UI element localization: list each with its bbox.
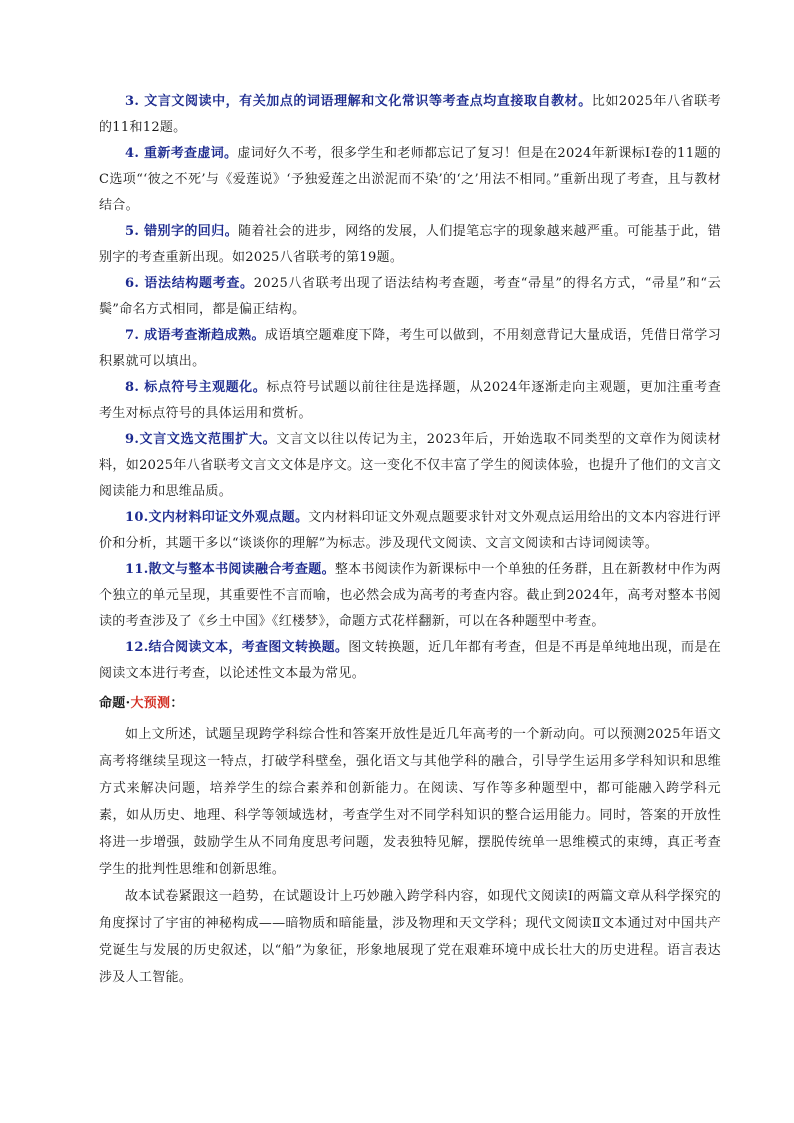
list-item bbox=[99, 323, 721, 375]
list-item bbox=[99, 141, 721, 219]
list-item bbox=[99, 89, 721, 141]
item-body: 成语填空题难度下降，考生可以做到，不用刻意背记大量成语，凭借日常学习积累就可以填出。 bbox=[99, 328, 721, 369]
item-body: 虚词好久不考，很多学生和老师都忘记了复习！但是在2024年新课标Ⅰ卷的11题的C选项“‘彼之不死’与《爱莲说》‘予独爱莲之出淤泥而不染’的‘之’用法不相同。”重新出现了考查，且与教材结合。 bbox=[99, 146, 721, 213]
item-body: 文言文以往以传记为主，2023年后，开始选取不同类型的文章作为阅读材料，如2025年八省联考文言文文体是序文。这一变化不仅丰富了学生的阅读体验，也提升了他们的文言文阅读能力和思维品质。 bbox=[99, 432, 721, 499]
section-colon: ： bbox=[170, 696, 184, 711]
item-title: 12.结合阅读文本，考查图文转换题。 bbox=[125, 640, 349, 655]
prediction-section bbox=[99, 721, 721, 991]
item-title: 7. 成语考查渐趋成熟。 bbox=[125, 328, 265, 343]
item-body: 图文转换题，近几年都有考查，但是不再是单纯地出现，而是在阅读文本进行考查，以论述性文本最为常见。 bbox=[99, 640, 721, 681]
prediction-paragraph: 故本试卷紧跟这一趋势，在试题设计上巧妙融入跨学科内容，如现代文阅读Ⅰ的两篇文章从科学探究的角度探讨了宇宙的神秘构成——暗物质和暗能量，涉及物理和天文学科；现代文阅读Ⅱ文本通过对中国共产党诞生与发展的历史叙述，以“船”为象征，形象地展现了党在艰难环境中成长壮大的历史进程。语言表达涉及人工智能。 bbox=[99, 889, 721, 985]
list-item bbox=[99, 427, 721, 505]
document-content bbox=[99, 89, 721, 991]
list-item bbox=[99, 375, 721, 427]
prediction-paragraph: 如上文所述，试题呈现跨学科综合性和答案开放性是近几年高考的一个新动向。可以预测2025年语文高考将继续呈现这一特点，打破学科壁垒，强化语文与其他学科的融合，引导学生运用多学科知识和思维方式来解决问题，培养学生的综合素养和创新能力。在阅读、写作等多种题型中，都可能融入跨学科元素，如从历史、地理、科学等领域选材，考查学生对不同学科知识的整合运用能力。同时，答案的开放性将进一步增强，鼓励学生从不同角度思考问题，发表独特见解，摆脱传统单一思维模式的束缚，真正考查学生的批判性思维和创新思维。 bbox=[99, 727, 721, 877]
list-item bbox=[99, 505, 721, 557]
item-title: 11.散文与整本书阅读融合考查题。 bbox=[125, 562, 335, 577]
list-item bbox=[99, 271, 721, 323]
item-body: 2025八省联考出现了语法结构考查题，考查“帚星”的得名方式，“帚星”和“云鬓”命名方式相同，都是偏正结构。 bbox=[99, 276, 722, 317]
section-label-highlight: 大预测 bbox=[130, 696, 171, 711]
item-body: 比如2025年八省联考的11和12题。 bbox=[99, 94, 721, 135]
section-heading bbox=[99, 691, 721, 717]
item-body: 随着社会的进步，网络的发展，人们提笔忘字的现象越来越严重。可能基于此，错别字的考查重新出现。如2025八省联考的第19题。 bbox=[99, 224, 721, 265]
item-body: 整本书阅读作为新课标中一个单独的任务群，且在新教材中作为两个独立的单元呈现，其重要性不言而喻，也必然会成为高考的考查内容。截止到2024年，高考对整本书阅读的考查涉及了《乡土中国》《红楼梦》，命题方式花样翻新，可以在各种题型中考查。 bbox=[99, 562, 721, 629]
item-body: 文内材料印证文外观点题要求针对文外观点运用给出的文本内容进行评价和分析，其题干多以“谈谈你的理解”为标志。涉及现代文阅读、文言文阅读和古诗词阅读等。 bbox=[99, 510, 721, 551]
item-title: 8. 标点符号主观题化。 bbox=[125, 380, 267, 395]
list-item bbox=[99, 219, 721, 271]
item-title: 4. 重新考查虚词。 bbox=[125, 146, 238, 161]
item-title: 10.文内材料印证文外观点题。 bbox=[125, 510, 309, 525]
section-label: 命题· bbox=[99, 696, 131, 711]
item-body: 标点符号试题以前往往是选择题，从2024年逐渐走向主观题，更加注重考查考生对标点符号的具体运用和赏析。 bbox=[99, 380, 721, 421]
item-title: 5. 错别字的回归。 bbox=[125, 224, 239, 239]
item-title: 3. 文言文阅读中，有关加点的词语理解和文化常识等考查点均直接取自教材。 bbox=[125, 94, 592, 109]
list-item bbox=[99, 557, 721, 635]
list-item bbox=[99, 635, 721, 687]
item-title: 6. 语法结构题考查。 bbox=[125, 276, 254, 291]
item-title: 9.文言文选文范围扩大。 bbox=[125, 432, 277, 447]
